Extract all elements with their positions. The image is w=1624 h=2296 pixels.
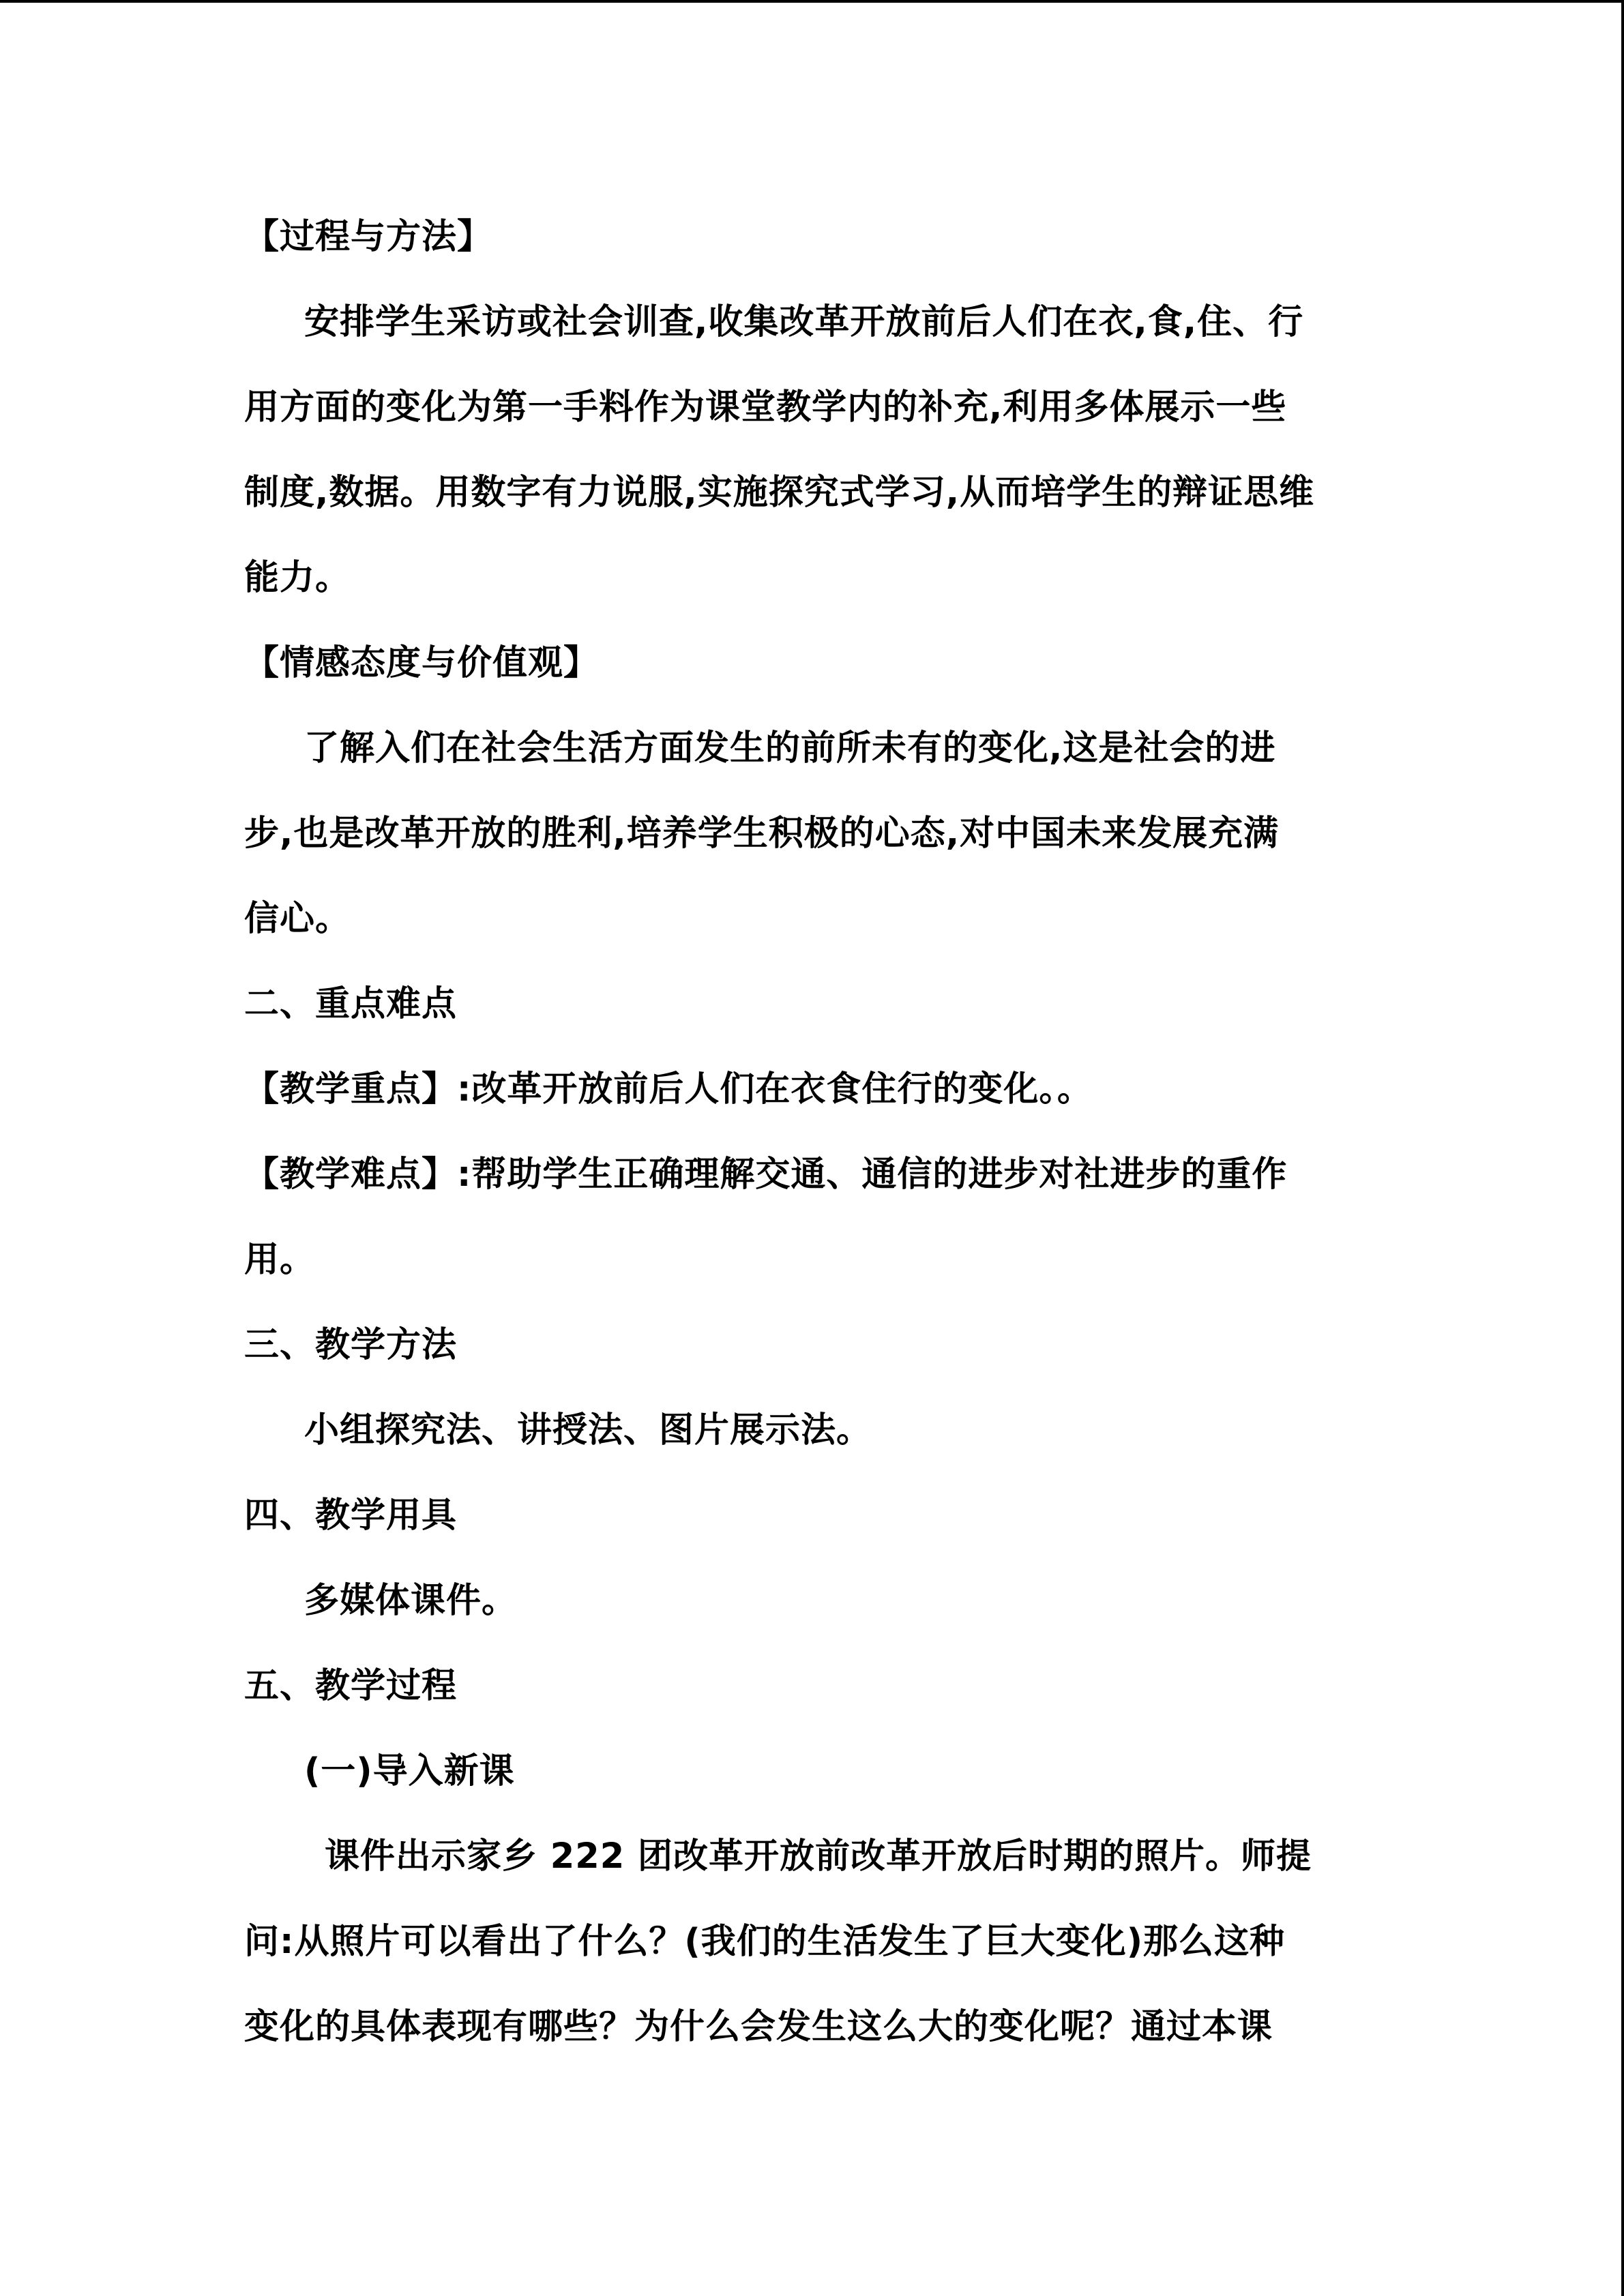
paragraph-line: 安排学生采访或社会训查,收集改革开放前后人们在衣,食,住、行 bbox=[304, 302, 1304, 342]
paragraph-line: 能力。 bbox=[244, 558, 351, 598]
paragraph-line: 课件出示家乡 222 团改革开放前改革开放后时期的照片。师提 bbox=[325, 1836, 1312, 1877]
paragraph-line: 多媒体课件。 bbox=[304, 1581, 518, 1621]
paragraph-line: 小组探究法、讲授法、图片展示法。 bbox=[304, 1410, 872, 1450]
paragraph-line: 用方面的变化为第一手料作为课堂教学内的补充,利用多体展示一些 bbox=[244, 387, 1287, 428]
section-heading-emotion-values: 【情感态度与价值观】 bbox=[244, 643, 600, 683]
section-heading-teaching-process: 五、教学过程 bbox=[244, 1666, 458, 1706]
page-border-top bbox=[0, 0, 1624, 3]
subsection-heading-intro: (一)导入新课 bbox=[304, 1751, 515, 1791]
paragraph-line: 用。 bbox=[244, 1240, 316, 1280]
section-heading-key-difficult-points: 二、重点难点 bbox=[244, 984, 458, 1024]
paragraph-line: 问:从照片可以看出了什么？(我们的生活发生了巨大变化)那么这种 bbox=[244, 1922, 1286, 1962]
paragraph-line: 步,也是改革开放的胜利,培养学生积极的心态,对中国未来发展充满 bbox=[244, 814, 1280, 854]
paragraph-line: 了解入们在社会生活方面发生的前所未有的变化,这是社会的进 bbox=[304, 728, 1276, 769]
paragraph-line: 【教学难点】:帮助学生正确理解交通、通信的进步对社进步的重作 bbox=[244, 1154, 1288, 1195]
paragraph-line: 制度,数据。用数字有力说服,实施探究式学习,从而培学生的辩证思维 bbox=[244, 473, 1315, 513]
page-border-right bbox=[1621, 0, 1624, 2296]
section-heading-teaching-methods: 三、教学方法 bbox=[244, 1325, 458, 1365]
paragraph-line: 信心。 bbox=[244, 899, 351, 939]
section-heading-process-method: 【过程与方法】 bbox=[244, 217, 493, 257]
paragraph-line: 【教学重点】:改革开放前后人们在衣食住行的变化。。 bbox=[244, 1069, 1093, 1109]
section-heading-teaching-tools: 四、教学用具 bbox=[244, 1495, 458, 1536]
paragraph-line: 变化的具体表现有哪些？为什么会发生这么大的变化呢？通过本课 bbox=[244, 2007, 1273, 2047]
